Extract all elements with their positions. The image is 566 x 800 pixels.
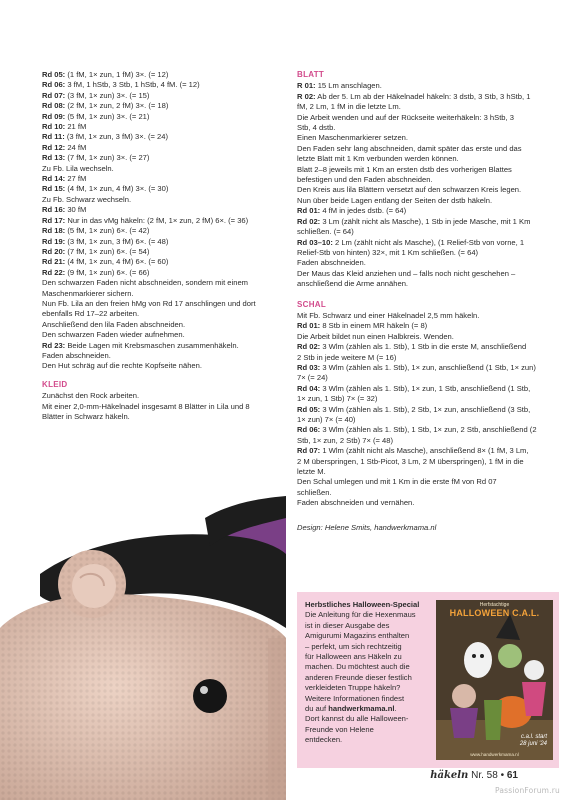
instruction-line <box>42 112 282 122</box>
round-label: R 01: <box>297 81 316 91</box>
instruction-line <box>42 174 282 184</box>
instruction-text: 3 Wlm (zählen als 1. Stb), 1× zun, 1 Stb, anschließend (1 Stb, <box>320 383 531 393</box>
instruction-line <box>42 247 282 257</box>
instruction-text: Faden abschneiden. <box>297 258 366 268</box>
hat-instructions <box>42 70 282 372</box>
round-label: Rd 23: <box>42 340 66 350</box>
instruction-text: Zu Fb. Lila wechseln. <box>42 163 114 173</box>
halloween-special-box <box>297 592 559 768</box>
instruction-text: Faden abschneiden. <box>42 350 111 360</box>
instruction-line <box>42 195 282 205</box>
instruction-text: Beide Lagen mit Krebsmaschen zusammenhäkeln. <box>65 340 239 350</box>
instruction-text: 1× zun, 1 Stb) 7× (= 32) <box>297 394 378 404</box>
instruction-line <box>42 205 282 215</box>
instruction-text: Einen Maschenmarkierer setzen. <box>297 133 409 143</box>
instruction-line <box>297 154 547 164</box>
instruction-text: Stb, 4 dstb. <box>297 123 336 133</box>
instruction-text: (5 fM, 1× zun) 6×. (= 42) <box>65 226 150 236</box>
instruction-line <box>297 405 547 415</box>
round-label: Rd 04: <box>297 383 321 393</box>
instruction-text: 2 M überspringen, 1 Stb-Picot, 3 Lm, 2 M überspringen), 1 fM in die <box>297 456 524 466</box>
instruction-line <box>297 102 547 112</box>
instruction-text: (7 fM, 1× zun) 3×. (= 27) <box>65 153 150 163</box>
instruction-line <box>297 415 547 425</box>
round-label: Rd 06: <box>42 80 66 90</box>
instruction-line <box>297 332 547 342</box>
instruction-text: Anschließend den lila Faden abschneiden. <box>42 319 186 329</box>
page-footer <box>430 770 518 781</box>
round-label: Rd 09: <box>42 111 66 121</box>
instruction-text: (2 fM, 1× zun, 2 fM) 3×. (= 18) <box>65 101 169 111</box>
instruction-line: für Halloween ans Häkeln zu <box>305 652 402 662</box>
instruction-text: 7× (= 24) <box>297 373 328 383</box>
blatt-instructions <box>297 81 547 289</box>
instruction-text: schließen. (= 64) <box>297 227 354 237</box>
instruction-text: 15 Lm anschlagen. <box>315 81 382 91</box>
round-label: Rd 21: <box>42 257 66 267</box>
instruction-line <box>297 373 547 383</box>
instruction-line <box>42 80 282 90</box>
special-title: Herbstliches Halloween-Special <box>305 600 420 609</box>
poster-title: HALLOWEEN C.A.L. <box>449 608 540 618</box>
instruction-line <box>42 184 282 194</box>
instruction-text: Stb, 1× zun, 2 Stb) 7× (= 48) <box>297 435 394 445</box>
instruction-text: (4 fM, 1× zun, 4 fM) 6×. (= 60) <box>65 257 169 267</box>
instruction-line <box>42 91 282 101</box>
instruction-text: schließen. <box>297 487 332 497</box>
instruction-line: ist in dieser Ausgabe des <box>305 620 390 630</box>
watermark: PassionForum.ru <box>494 786 560 795</box>
round-label: Rd 11: <box>42 132 65 142</box>
issue-number: Nr. 58 <box>471 770 498 781</box>
instruction-line <box>42 299 282 309</box>
instruction-line: entdecken. <box>305 735 343 745</box>
instruction-line <box>297 384 547 394</box>
instruction-line <box>297 436 547 446</box>
instruction-line <box>297 363 547 373</box>
instruction-line <box>42 268 282 278</box>
instruction-line <box>42 101 282 111</box>
mouse-illustration <box>0 478 286 800</box>
instruction-text: (3 fM, 1× zun, 3 fM) 3×. (= 24) <box>64 132 168 142</box>
round-label: Rd 05: <box>42 70 66 79</box>
instruction-text: letzte M. <box>297 467 326 477</box>
page-number: 61 <box>506 770 518 781</box>
instruction-line: Die Anleitung für die Hexenmaus <box>305 610 416 620</box>
round-label: Rd 13: <box>42 153 66 163</box>
instruction-line: – perfekt, um sich rechtzeitig <box>305 641 402 651</box>
instruction-line <box>42 164 282 174</box>
round-label: Rd 20: <box>42 246 66 256</box>
instruction-text: 27 fM <box>65 174 87 184</box>
instruction-text: Nur in das vMg häkeln: (2 fM, 1× zun, 2 fM) 6×. (= 36) <box>65 215 249 225</box>
instruction-line <box>297 258 547 268</box>
blatt-heading: BLATT <box>297 70 325 79</box>
instruction-text: (4 fM, 1× zun, 4 fM) 3×. (= 30) <box>65 184 169 194</box>
round-label: Rd 06: <box>297 425 321 435</box>
kleid-heading: KLEID <box>42 379 68 389</box>
round-label: Rd 18: <box>42 226 66 236</box>
round-label: Rd 14: <box>42 174 66 184</box>
instruction-line <box>297 457 547 467</box>
instruction-text: Den Kreis aus lila Blättern versetzt auf den schwarzen Kreis legen. <box>297 185 522 195</box>
instruction-text: Zu Fb. Schwarz wechseln. <box>42 194 132 204</box>
schal-instructions <box>297 311 547 509</box>
instruction-line <box>42 132 282 142</box>
round-label: Rd 17: <box>42 215 66 225</box>
poster-date: c.a.l. start 28 juni '24 <box>519 734 547 747</box>
instruction-text: 24 fM <box>65 142 87 152</box>
instruction-line <box>297 353 547 363</box>
instruction-text: 3 fM, 1 hStb, 3 Stb, 1 hStb, 4 fM. (= 12) <box>65 80 200 90</box>
instruction-line <box>297 321 547 331</box>
instruction-text: anschließend die Arme annähen. <box>297 279 409 289</box>
round-label: Rd 12: <box>42 142 66 152</box>
instruction-line <box>297 227 547 237</box>
halloween-cal-poster <box>436 600 553 760</box>
instruction-text: Nun Fb. Lila an den freien hMg von Rd 17 anschlingen und dort <box>42 298 256 308</box>
instruction-line <box>297 311 547 321</box>
instruction-text: Den schwarzen Faden nicht abschneiden, sondern mit einem <box>42 278 248 288</box>
instruction-text: Den schwarzen Faden wieder aufnehmen. <box>42 330 185 340</box>
round-label: Rd 01: <box>297 206 321 216</box>
instruction-text: befestigen und den Faden abschneiden. <box>297 175 433 185</box>
instruction-line <box>297 269 547 279</box>
instruction-text: Die Arbeit bildet nun einen Halbkreis. Wenden. <box>297 331 454 341</box>
instruction-line: Weitere Informationen findest <box>305 693 405 703</box>
round-label: Rd 02: <box>297 342 321 352</box>
instruction-line <box>42 257 282 267</box>
instruction-text: 1× zun) 7× (= 40) <box>297 415 356 424</box>
poster-url: www.handwerkmama.nl <box>470 752 519 757</box>
instruction-line <box>42 143 282 153</box>
instruction-line <box>42 320 282 330</box>
instruction-text: 3 Wlm (zählen als 1. Stb), 2 Stb, 1× zun, anschließend (3 Stb, <box>320 404 531 414</box>
instruction-text: 3 Wlm (zählen als 1. Stb), 1 Stb in die erste M, anschließend <box>320 342 527 352</box>
round-label: Rd 07: <box>297 446 321 456</box>
instruction-line <box>297 81 547 91</box>
instruction-line <box>297 165 547 175</box>
instruction-text: Die Arbeit wenden und auf der Rückseite weiterhäkeln: 3 hStb, 3 <box>297 112 514 122</box>
instruction-text: 3 Wlm (zählen als 1. Stb), 1 Stb, 1× zun, 2 Stb, anschließend (2 <box>320 425 537 435</box>
instruction-line <box>297 238 547 248</box>
instruction-line <box>297 92 547 102</box>
instruction-text: 3 Wlm (zählen als 1. Stb), 1× zun, anschließend (1 Stb, 1× zun) <box>320 362 536 372</box>
amigurumi-mouse-photo <box>0 478 286 800</box>
instruction-text: Den Hut schräg auf die rechte Kopfseite nähen. <box>42 361 202 371</box>
instruction-line <box>42 70 282 80</box>
instruction-line: Dort kannst du alle Halloween- <box>305 714 409 724</box>
instruction-line <box>42 153 282 163</box>
instruction-text: Blatt 2–8 jeweils mit 1 Km an ersten dstb des vorherigen Blattes <box>297 164 512 174</box>
instruction-line <box>297 144 547 154</box>
schal-heading: SCHAL <box>297 299 327 309</box>
round-label: Rd 03: <box>297 362 321 372</box>
design-credit: Design: Helene Smits, handwerkmama.nl <box>297 522 437 532</box>
poster-top-text: Herfstachtige <box>479 602 510 608</box>
instruction-line <box>297 217 547 227</box>
instruction-line <box>297 425 547 435</box>
instruction-text: 2 Stb in jede weitere M (= 16) <box>297 352 397 362</box>
instruction-text: 4 fM in jedes dstb. (= 64) <box>320 206 407 216</box>
instruction-text: Relief-Stb von hinten) 32×, mit 1 Km schließen. (= 64) <box>297 247 479 257</box>
instruction-text: 2 Lm (zählt nicht als Masche), (1 Relief-Stb von vorne, 1 <box>332 237 525 247</box>
instruction-line <box>42 361 282 371</box>
handwerkmama-link[interactable]: handwerkmama.nl <box>328 704 395 714</box>
instruction-line <box>297 196 547 206</box>
instruction-text: Faden abschneiden und vernähen. <box>297 498 415 508</box>
instruction-line: Amigurumi Magazins enthalten <box>305 631 410 641</box>
round-label: Rd 02: <box>297 216 321 226</box>
instruction-text: letzte Blatt mit 1 Km verbunden werden können. <box>297 154 459 164</box>
instruction-line: anderen Freunde dieser festlich <box>305 672 412 682</box>
instruction-line: machen. Du möchtest auch die <box>305 662 410 672</box>
magazine-brand: häkeln <box>430 770 469 781</box>
instruction-line: Mit einer 2,0-mm-Häkelnadel insgesamt 8 Blätter in Lila und 8 <box>42 401 250 411</box>
instruction-line <box>297 175 547 185</box>
instruction-line <box>297 394 547 404</box>
instruction-text: (9 fM, 1× zun) 6×. (= 66) <box>65 267 150 277</box>
instruction-text: 21 fM <box>65 122 87 132</box>
round-label: Rd 22: <box>42 267 66 277</box>
round-label: Rd 01: <box>297 321 321 331</box>
instruction-line: verkleideten Truppe häkeln? <box>305 683 401 693</box>
instruction-line <box>42 309 282 319</box>
instruction-line <box>297 206 547 216</box>
special-text: Herbstliches Halloween-Special Die Anleitung für die Hexenmaus ist in dieser Ausgabe des Amigurumi Magazins enthalten – perfekt, um sich rechtzeitig für Halloween ans Häkeln zu machen. Du möchtest auch die anderen Freunde dieser festlich verkleideten Truppe häkeln? Weitere Informationen findest du auf handwerkmama.nl. Dort kannst du alle Halloween- Freunde von Helene entdecken. <box>305 600 433 746</box>
instruction-line <box>297 185 547 195</box>
instruction-text: (1 fM, 1× zun, 1 fM) 3×. (= 12) <box>65 70 169 79</box>
special-body <box>305 610 433 704</box>
round-label: Rd 08: <box>42 101 66 111</box>
round-label: R 02: <box>297 91 316 101</box>
instruction-line <box>42 289 282 299</box>
instruction-text: Der Maus das Kleid anziehen und – falls noch nicht geschehen – <box>297 268 516 278</box>
instruction-line: Zunächst den Rock arbeiten. <box>42 391 140 401</box>
instruction-line <box>297 123 547 133</box>
instruction-line <box>42 122 282 132</box>
instruction-text: (3 fM, 1× zun, 3 fM) 6×. (= 48) <box>65 236 169 246</box>
instruction-text: Den Faden sehr lang abschneiden, damit später das erste und das <box>297 143 522 153</box>
round-label: Rd 05: <box>297 404 321 414</box>
round-label: Rd 16: <box>42 205 66 215</box>
instruction-text: 3 Lm (zählt nicht als Masche), 1 Stb in jede Masche, mit 1 Km <box>320 216 531 226</box>
instruction-text: ebenfalls Rd 17–22 arbeiten. <box>42 309 140 319</box>
instruction-line <box>297 279 547 289</box>
instruction-text: Mit Fb. Schwarz und einer Häkelnadel 2,5 mm häkeln. <box>297 310 480 320</box>
instruction-line <box>297 133 547 143</box>
instruction-text: Den Schal umlegen und mit 1 Km in die erste fM von Rd 07 <box>297 477 497 487</box>
round-label: Rd 10: <box>42 122 66 132</box>
instruction-line <box>42 341 282 351</box>
right-column <box>297 70 547 533</box>
instruction-line <box>297 477 547 487</box>
left-column <box>42 70 282 422</box>
instruction-text: (5 fM, 1× zun) 3×. (= 21) <box>65 111 150 121</box>
kleid-instructions <box>42 391 282 422</box>
instruction-text: Maschenmarkierer sichern. <box>42 288 134 298</box>
instruction-text: (7 fM, 1× zun) 6×. (= 54) <box>65 246 150 256</box>
instruction-line <box>297 446 547 456</box>
instruction-text: fM, 2 Lm, 1 fM in die letzte Lm. <box>297 102 401 112</box>
instruction-line <box>297 248 547 258</box>
instruction-line <box>42 226 282 236</box>
instruction-text: (3 fM, 1× zun) 3×. (= 15) <box>65 90 150 100</box>
round-label: Rd 15: <box>42 184 66 194</box>
round-label: Rd 07: <box>42 90 66 100</box>
round-label: Rd 19: <box>42 236 66 246</box>
instruction-line: Freunde von Helene <box>305 724 374 734</box>
footer-bullet: • <box>500 770 505 781</box>
instruction-text: Nun über beide Lagen entlang der Seiten der dstb häkeln. <box>297 195 493 205</box>
instruction-line <box>42 237 282 247</box>
instruction-line <box>297 498 547 508</box>
instruction-text: 8 Stb in einem MR häkeln (= 8) <box>320 321 428 331</box>
instruction-text: 30 fM <box>65 205 87 215</box>
instruction-text: Ab der 5. Lm ab der Häkelnadel häkeln: 3 dstb, 3 Stb, 3 hStb, 1 <box>315 91 531 101</box>
instruction-line <box>42 330 282 340</box>
instruction-line <box>42 278 282 288</box>
instruction-line <box>42 216 282 226</box>
special-lead: du auf <box>305 704 329 714</box>
instruction-line <box>297 342 547 352</box>
instruction-line: Blätter in Schwarz häkeln. <box>42 412 130 421</box>
instruction-line <box>297 488 547 498</box>
instruction-line <box>42 351 282 361</box>
instruction-line <box>297 467 547 477</box>
special-body-after <box>305 714 433 745</box>
instruction-text: 1 Wlm (zählt nicht als Masche), anschließend 8× (1 fM, 3 Lm, <box>320 446 529 456</box>
round-label: Rd 03–10: <box>297 237 333 247</box>
instruction-line <box>297 113 547 123</box>
